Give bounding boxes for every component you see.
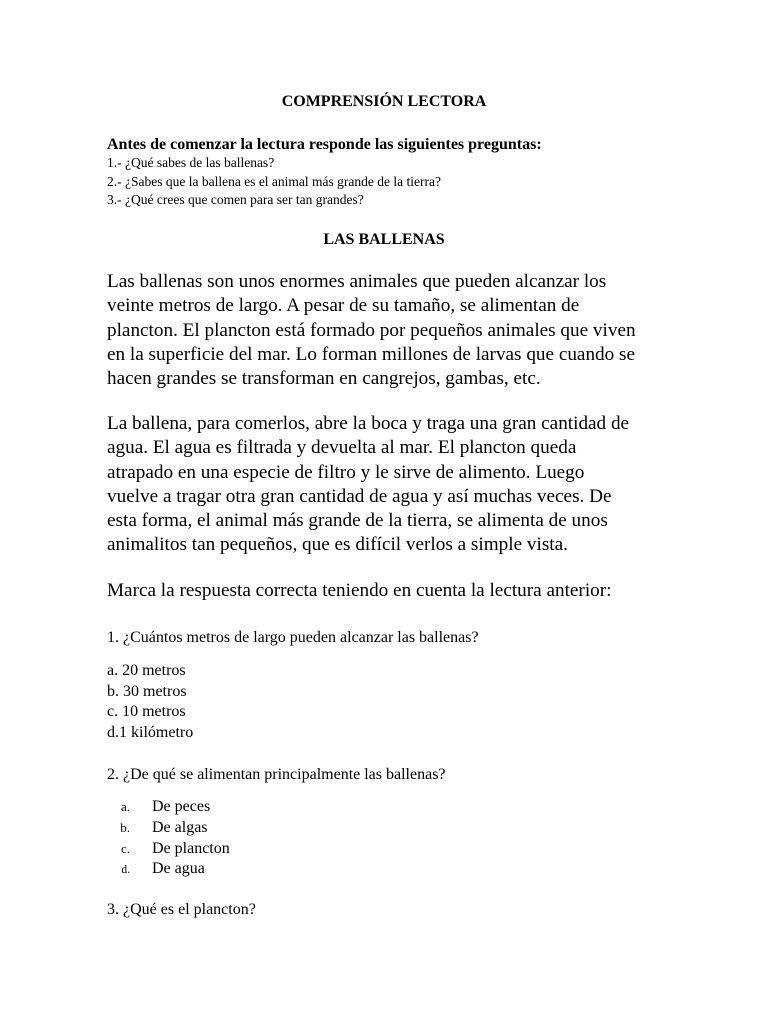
question-3: 3. ¿Qué es el plancton? xyxy=(107,901,256,918)
paragraph-line: vuelve a tragar otra gran cantidad de agua y así muchas veces. De xyxy=(107,485,612,507)
option-letter: b. xyxy=(120,820,130,835)
paragraph-line: hacen grandes se transforman en cangrejos, gambas, etc. xyxy=(107,368,541,390)
paragraph-line: en la superficie del mar. Lo forman millones de larvas que cuando se xyxy=(107,343,636,365)
option-letter: c. xyxy=(120,841,130,856)
q1-option-c[interactable]: c. 10 metros xyxy=(107,703,186,720)
q1-option-a[interactable]: a. 20 metros xyxy=(107,662,186,679)
reading-title: LAS BALLENAS xyxy=(323,231,445,248)
pre-reading-question: 1.- ¿Qué sabes de las ballenas? xyxy=(107,155,275,170)
pre-reading-question: 2.- ¿Sabes que la ballena es el animal más grande de la tierra? xyxy=(107,174,441,189)
paragraph-line: atrapado en una especie de filtro y le sirve de alimento. Luego xyxy=(107,461,585,483)
q2-option-d[interactable] xyxy=(107,859,205,881)
paragraph-line: Las ballenas son unos enormes animales que pueden alcanzar los xyxy=(107,271,607,292)
paragraph-line: veinte metros de largo. A pesar de su tamaño, se alimentan de xyxy=(107,295,580,317)
q2-option-b[interactable] xyxy=(107,818,208,839)
pre-reading-question: 3.- ¿Qué crees que comen para ser tan grandes? xyxy=(107,192,364,207)
q2-option-c[interactable] xyxy=(107,839,230,860)
option-text: De plancton xyxy=(152,840,230,857)
option-letter: a. xyxy=(120,799,130,814)
q1-option-d[interactable]: d.1 kilómetro xyxy=(107,724,194,741)
option-text: De algas xyxy=(152,819,208,836)
option-text: De agua xyxy=(152,860,205,877)
paragraph-line: animalitos tan pequeños, que es difícil verlos a simple vista. xyxy=(107,534,568,556)
q1-option-b[interactable]: b. 30 metros xyxy=(107,683,187,700)
paragraph-line: plancton. El plancton está formado por pequeños animales que viven xyxy=(107,319,636,341)
question-1: 1. ¿Cuántos metros de largo pueden alcanzar las ballenas? xyxy=(107,629,479,646)
exercise-instruction: Marca la respuesta correcta teniendo en cuenta la lectura anterior: xyxy=(107,580,612,601)
option-letter: d. xyxy=(121,864,130,876)
option-text: De peces xyxy=(152,798,211,815)
paragraph-line: La ballena, para comerlos, abre la boca y traga una gran cantidad de xyxy=(107,413,630,434)
page-title: COMPRENSIÓN LECTORA xyxy=(281,93,487,110)
pre-reading-heading: Antes de comenzar la lectura responde las siguientes preguntas: xyxy=(107,136,542,153)
question-2: 2. ¿De qué se alimentan principalmente las ballenas? xyxy=(107,766,446,783)
paragraph-line: esta forma, el animal más grande de la tierra, se alimenta de unos xyxy=(107,510,608,532)
q2-option-a[interactable] xyxy=(107,797,210,818)
reading-paragraph-2 xyxy=(107,412,667,558)
paragraph-line: agua. El agua es filtrada y devuelta al mar. El plancton queda xyxy=(107,437,577,459)
reading-paragraph-1 xyxy=(107,270,667,391)
